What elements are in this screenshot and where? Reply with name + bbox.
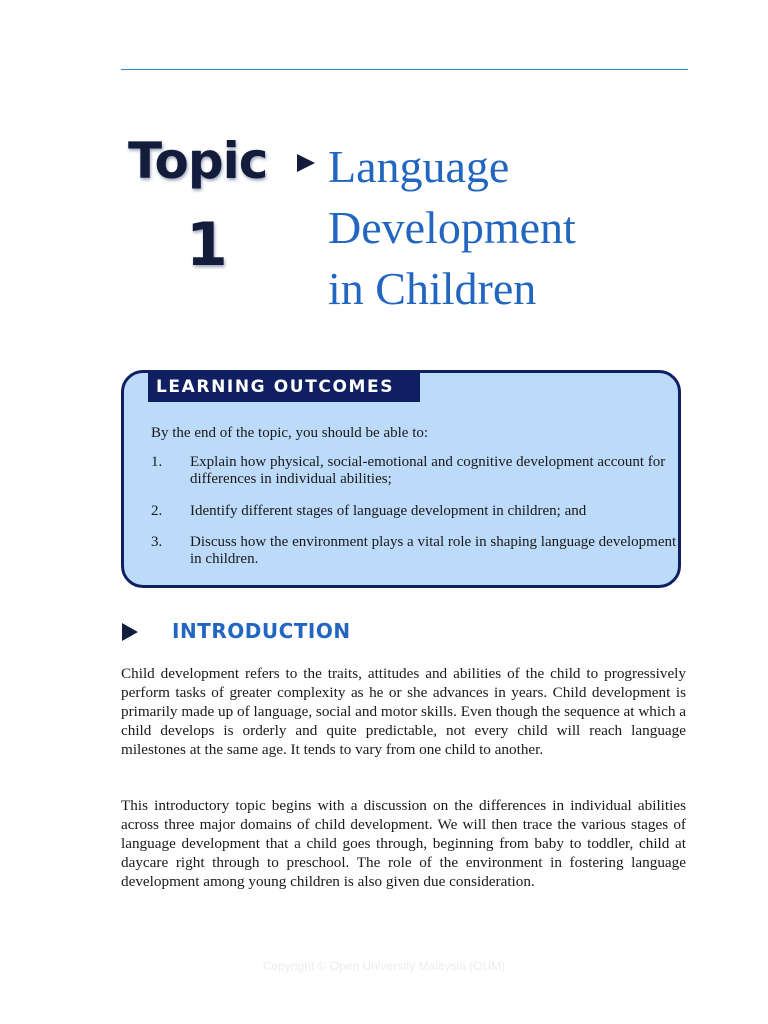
list-item-number: 1. — [151, 454, 163, 470]
learning-outcomes-intro: By the end of the topic, you should be able to: — [151, 425, 429, 441]
section-arrow-icon — [121, 622, 139, 642]
body-paragraph: Child development refers to the traits, attitudes and abilities of the child to progressively perform tasks of greater complexity as he or she advances in years. Child development is primarily made up of language, social and motor skills. Even though the sequence at which a child develops is orderly and quite predictable, not every child will reach language milestones at the same age. It tends to vary from one child to another. — [121, 665, 686, 758]
topic-badge — [128, 128, 294, 304]
topic-label: Topic — [128, 132, 268, 190]
copyright-footer: Copyright © Open University Malaysia (OUM) — [262, 959, 506, 973]
title-line: Development — [328, 202, 576, 253]
title-line: Language — [328, 141, 510, 192]
list-item-text: Explain how physical, social-emotional and cognitive development account for differences in individual abilities; — [190, 454, 666, 487]
topic-number: 1 — [186, 210, 228, 280]
list-item-number: 2. — [151, 503, 163, 519]
list-item-number: 3. — [151, 534, 163, 550]
list-item-text: Discuss how the environment plays a vital role in shaping language development in children. — [190, 534, 677, 567]
list-item-text: Identify different stages of language development in children; and — [190, 503, 587, 519]
learning-outcomes-heading: LEARNING OUTCOMES — [148, 372, 420, 402]
body-paragraph: This introductory topic begins with a discussion on the differences in individual abilities across three major domains of child development. We will then trace the various stages of language development that a child goes through, beginning from baby to toddler, child at daycare right through to preschool. The role of the environment in fostering language development among young children is also given due consideration. — [121, 797, 686, 890]
section-heading: INTRODUCTION — [172, 619, 351, 643]
title-line: in Children — [328, 263, 537, 314]
page-title — [328, 136, 708, 319]
top-rule — [121, 69, 688, 70]
title-arrow-icon — [295, 152, 317, 174]
